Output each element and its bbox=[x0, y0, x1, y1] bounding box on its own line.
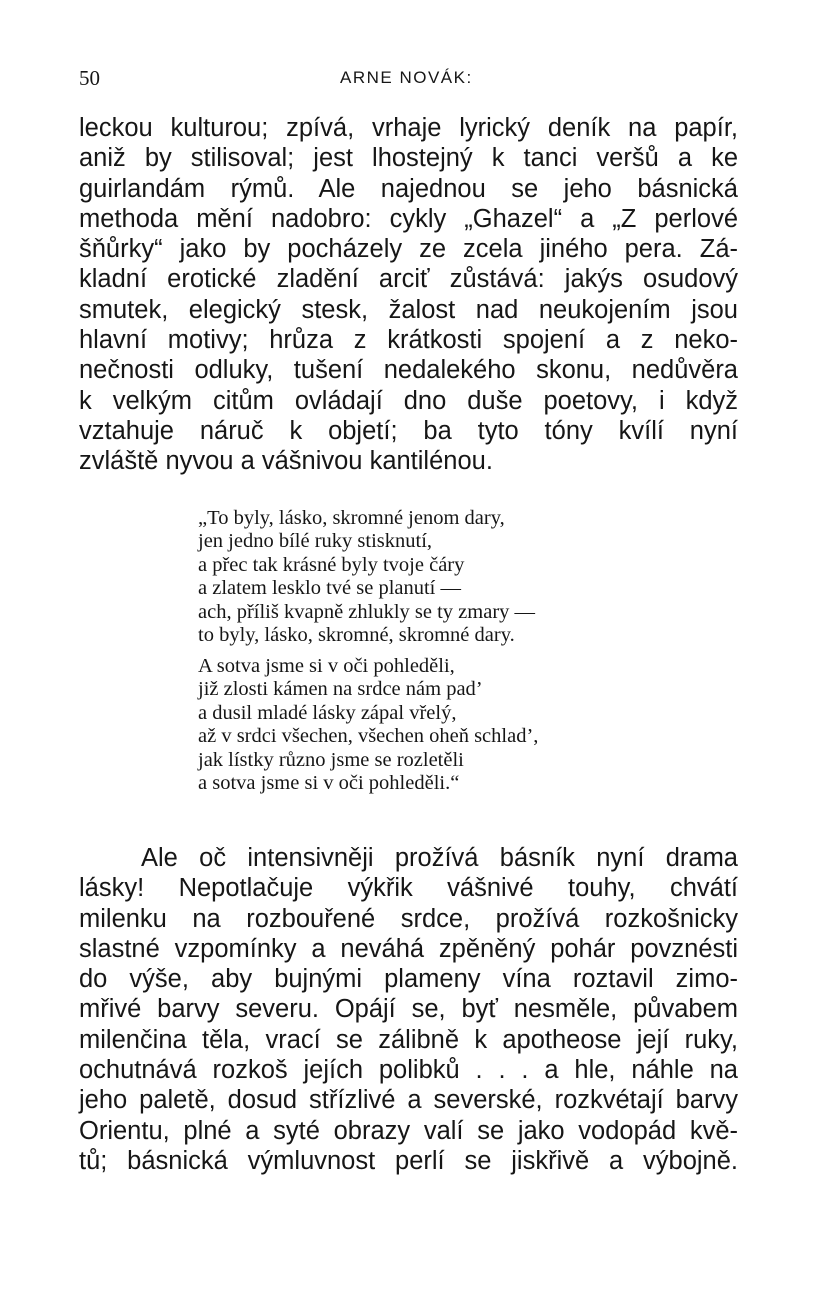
verse-line: jak lístky různo jsme se rozletěli bbox=[198, 748, 464, 771]
page-header bbox=[79, 66, 739, 96]
text-line: Ale oč intensivněji prožívá básník nyní drama bbox=[141, 844, 738, 872]
text-line: aniž by stilisoval; jest lhostejný k tanci veršů a ke bbox=[79, 144, 738, 173]
text-line: tů; básnická výmluvnost perlí se jiskřivě a výbojně. bbox=[79, 1146, 738, 1175]
verse-line: a přec tak krásné byly tvoje čáry bbox=[198, 553, 465, 576]
verse-line: A sotva jsme si v oči pohleděli, bbox=[198, 655, 455, 677]
text-line: vztahuje náruč k objetí; ba tyto tóny kvílí nyní bbox=[79, 416, 738, 445]
paragraph-1 bbox=[79, 113, 738, 477]
text-line: kladní erotické zladění arciť zůstává: jakýs osudový bbox=[79, 265, 738, 294]
verse-line: již zlosti kámen na srdce nám pad’ bbox=[198, 678, 483, 701]
verse-line: a zlatem lesklo tvé se planutí — bbox=[198, 577, 462, 600]
text-line: ochutnává rozkoš jejích polibků . . . a hle, náhle na bbox=[79, 1056, 738, 1085]
text-line: nečnosti odluky, tušení nedalekého skonu, nedůvěra bbox=[79, 356, 738, 385]
text-line: lásky! Nepotlačuje výkřik vášnivé touhy, chvátí bbox=[79, 874, 738, 903]
text-line: šňůrky“ jako by pocházely ze zcela jiného pera. Zá- bbox=[79, 235, 738, 264]
text-line: zvláště nyvou a vášnivou kantilénou. bbox=[79, 447, 493, 476]
verse-line: „To byly, lásko, skromné jenom dary, bbox=[198, 507, 505, 529]
text-line: guirlandám rýmů. Ale najednou se jeho básnická bbox=[79, 174, 738, 203]
poem-stanza-1 bbox=[198, 507, 535, 647]
verse-line: až v srdci všechen, všechen oheň schlad’, bbox=[198, 725, 539, 748]
text-line: hlavní motivy; hrůza z krátkosti spojení a z neko- bbox=[79, 326, 738, 355]
text-line: milenku na rozbouřené srdce, prožívá rozkošnicky bbox=[79, 904, 738, 933]
page-number: 50 bbox=[79, 66, 100, 90]
poem-stanza-2 bbox=[198, 655, 538, 795]
text-line: Orientu, plné a syté obrazy valí se jako vodopád kvě- bbox=[79, 1116, 738, 1145]
text-line: milenčina těla, vrací se zálibně k apotheose její ruky, bbox=[79, 1025, 738, 1054]
text-line: leckou kulturou; zpívá, vrhaje lyrický deník na papír, bbox=[79, 114, 738, 142]
text-line: methoda mění nadobro: cykly „Ghazel“ a „Z perlové bbox=[79, 204, 738, 233]
verse-line: to byly, lásko, skromné, skromné dary. bbox=[198, 623, 515, 646]
text-line: do výše, aby bujnými plameny vína roztavil zimo- bbox=[79, 965, 738, 994]
paragraph-2 bbox=[79, 843, 738, 1176]
verse-line: ach, příliš kvapně zhlukly se ty zmary — bbox=[198, 600, 536, 623]
text-line: slastné vzpomínky a neváhá zpěněný pohár povznésti bbox=[79, 934, 738, 963]
verse-line: jen jedno bílé ruky stisknutí, bbox=[198, 530, 433, 553]
text-line: jeho paletě, dosud střízlivé a severské, rozkvétají barvy bbox=[79, 1086, 738, 1115]
verse-line: a dusil mladé lásky zápal vřelý, bbox=[198, 701, 457, 724]
text-line: k velkým citům ovládají dno duše poetovy, i když bbox=[79, 386, 738, 415]
text-line: mřivé barvy severu. Opájí se, byť nesměle, půvabem bbox=[79, 995, 738, 1024]
verse-line: a sotva jsme si v oči pohleděli.“ bbox=[198, 771, 460, 794]
text-line: smutek, elegický stesk, žalost nad neukojením jsou bbox=[79, 295, 738, 324]
running-head: ARNE NOVÁK: bbox=[340, 68, 473, 87]
